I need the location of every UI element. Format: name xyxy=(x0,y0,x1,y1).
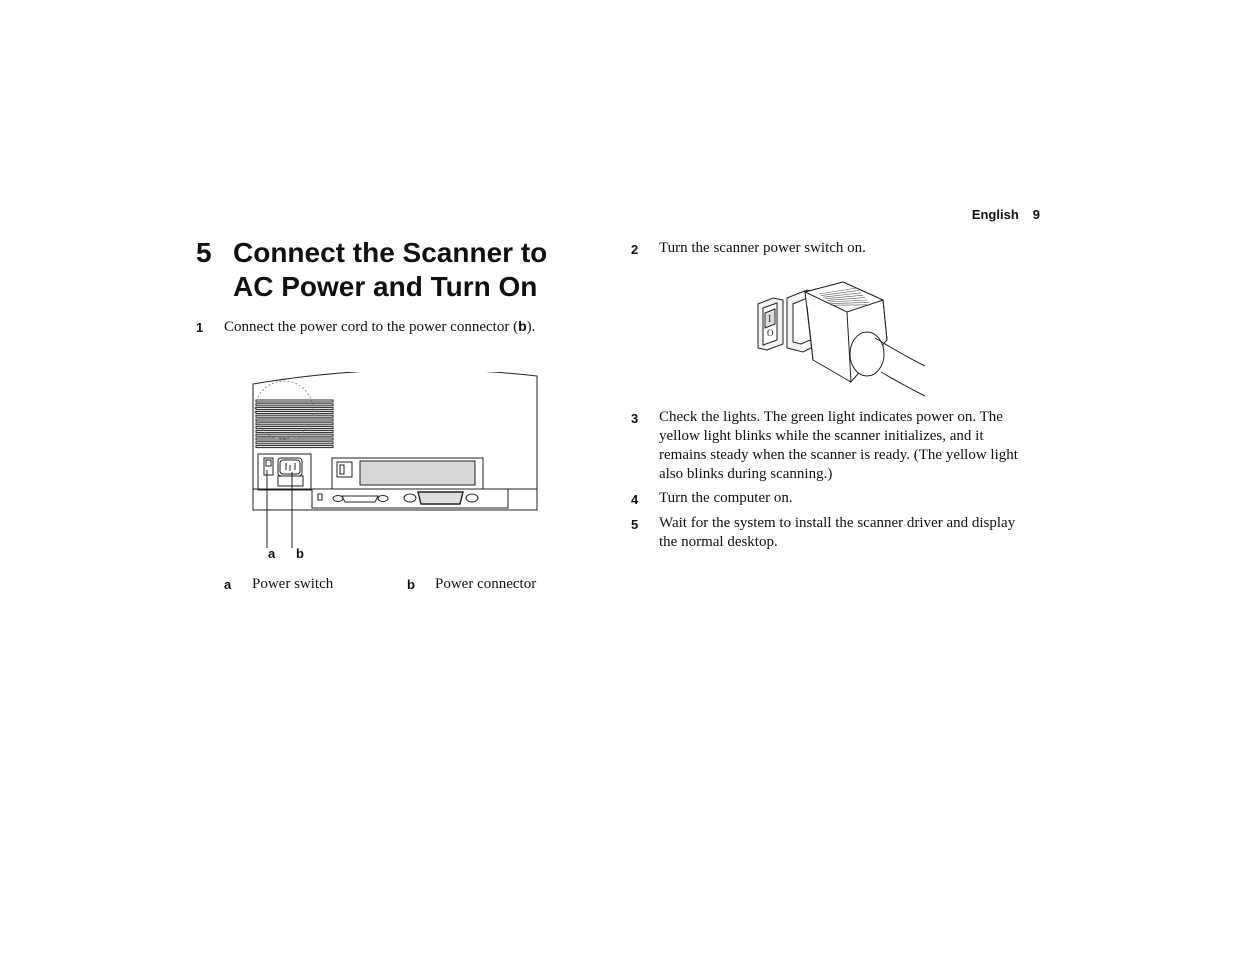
callout-a: a xyxy=(268,546,276,561)
step-text: Turn the scanner power switch on. xyxy=(659,240,866,256)
switch-off-symbol: O xyxy=(767,328,774,338)
running-head-language: English xyxy=(971,207,1019,222)
vent-grille xyxy=(256,400,333,448)
section-number: 5 xyxy=(196,237,212,268)
step-text: Wait for the system to install the scanner driver and display the normal desktop. xyxy=(659,515,1016,550)
section-title-line1: Connect the Scanner to xyxy=(233,237,548,268)
switch-on-symbol: I xyxy=(768,314,772,325)
vent-slot xyxy=(256,427,333,429)
step-number: 5 xyxy=(631,517,639,532)
running-head xyxy=(940,207,1040,222)
callout-b: b xyxy=(296,546,304,561)
power-plug-illustration xyxy=(755,276,930,402)
vent-slot xyxy=(256,400,333,402)
vent-slot xyxy=(256,442,333,444)
vent-slot xyxy=(256,423,333,425)
section-title-text xyxy=(233,236,547,304)
vent-slot xyxy=(256,446,333,448)
step-text: Turn the computer on. xyxy=(659,490,793,506)
step-text: Check the lights. The green light indicates power on. The yellow light blinks while the scanner initializes, and it remains steady when the scanner is ready. (The yellow light also blinks during scanning.) xyxy=(659,409,1018,482)
vent-slot xyxy=(256,411,333,413)
vent-slot xyxy=(256,415,333,417)
step-number: 3 xyxy=(631,411,639,426)
step-number: 1 xyxy=(196,320,204,335)
step-number: 2 xyxy=(631,242,639,257)
scanner-rear-panel-illustration xyxy=(250,372,542,552)
step-text: Connect the power cord to the power connector (b). xyxy=(224,318,536,335)
step-number: 4 xyxy=(631,492,639,507)
page-number: 9 xyxy=(1032,207,1040,222)
section-title-line2: AC Power and Turn On xyxy=(233,271,538,302)
vent-slot xyxy=(256,438,333,440)
vent-slot xyxy=(256,419,333,421)
vent-slot xyxy=(256,430,333,432)
vent-slot xyxy=(256,434,333,436)
vent-slot xyxy=(256,404,333,406)
vent-slot xyxy=(256,408,333,410)
